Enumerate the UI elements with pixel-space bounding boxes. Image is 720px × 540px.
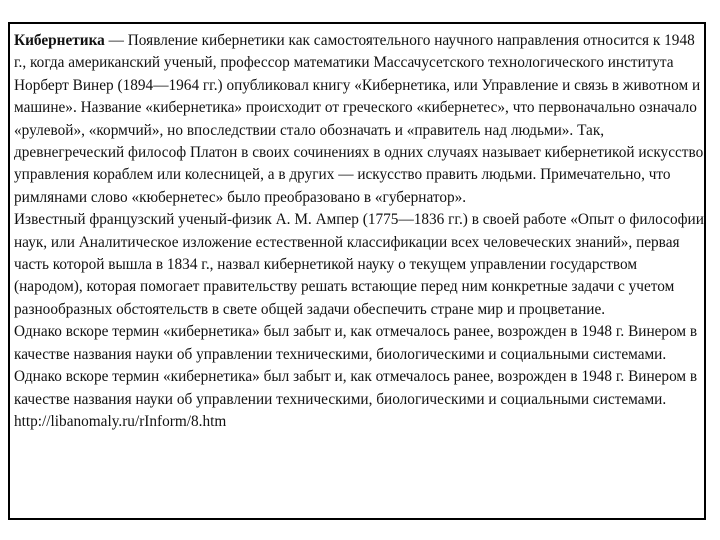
paragraph-cybernetics-definition	[14, 30, 706, 209]
paragraph-ampere: Известный французский ученый-физик А. М. Ампер (1775—1836 гг.) в своей работе «Опыт о философии наук, или Аналитическое изложение естественной классификации всех человеческих знаний», первая часть которой вышла в 1834 г., назвал кибернетикой науку о текущем управлении государством (народом), которая помогает правительству решать встающие перед ним конкретные задачи с учетом разнообразных обстоятельств в свете общей задачи обеспечить стране мир и процветание.	[14, 211, 704, 318]
source-link: http://libanomaly.ru/rInform/8.htm	[14, 412, 227, 430]
paragraph-1-body: — Появление кибернетики как самостоятельного научного направления относится к 1948 г., когда американский ученый, профессор математики Массачусетского технологического института Норберт Винер (1894—1964 гг.) опубликовал книгу «Кибернетика, или Управление и связь в животном и машине». Название «кибернетика» происходит от греческого «кибернетес», что первоначально означало «рулевой», «кормчий», но впоследствии стало обозначать и «правитель над людьми». Так, древнегреческий философ Платон в своих сочинениях в одних случаях называет кибернетикой искусство управления кораблем или колесницей, а в других — искусство править людьми. Примечательно, что римлянами слово «кюбернетес» было преобразовано в «губернатор».	[14, 32, 704, 206]
slide-text	[14, 30, 706, 433]
paragraph-wiener-revival: Однако вскоре термин «кибернетика» был забыт и, как отмечалось ранее, возрожден в 1948 г. Винером в качестве названия науки об управлении техническими, биологическими и социальными системами. Однако вскоре термин «кибернетика» был забыт и, как отмечалось ранее, возрожден в 1948 г. Винером в качестве названия науки об управлении техническими, биологическими и социальными системами.	[14, 323, 698, 408]
term-heading: Кибернетика	[14, 32, 105, 49]
